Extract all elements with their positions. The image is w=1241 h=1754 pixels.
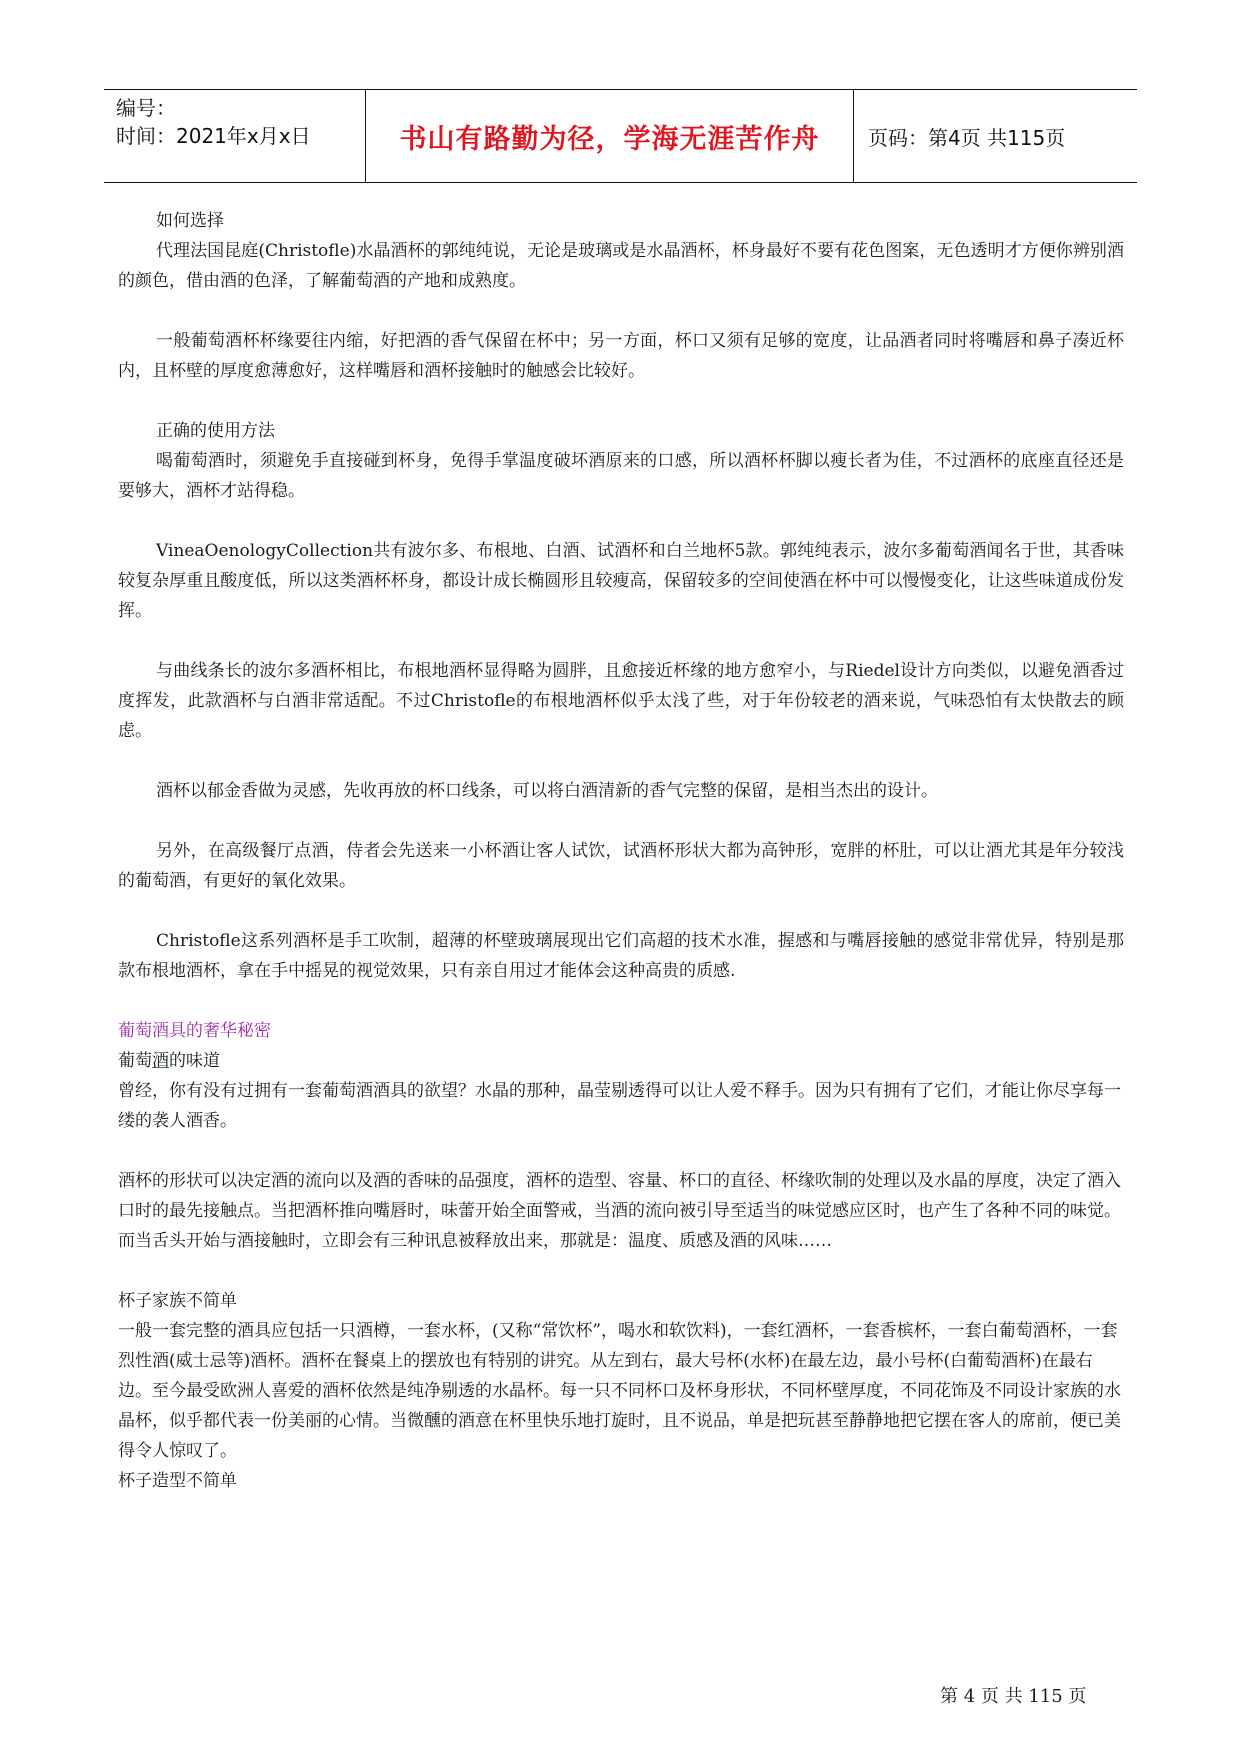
paragraph: 酒杯的形状可以决定酒的流向以及酒的香味的品强度，酒杯的造型、容量、杯口的直径、杯缘吹制的处理以及水晶的厚度，决定了酒入口时的最先接触点。当把酒杯推向嘴唇时，味蕾开始全面警戒，当酒的流向被引导至适当的味觉感应区时，也产生了各种不同的味觉。而当舌头开始与酒接触时，立即会有三种讯息被释放出来，那就是：温度、质感及酒的风味…… bbox=[118, 1171, 1121, 1251]
heading-cup-family: 杯子家族不简单 bbox=[118, 1291, 237, 1311]
paragraph: 酒杯以郁金香做为灵感，先收再放的杯口线条，可以将白酒清新的香气完整的保留，是相当杰出的设计。 bbox=[156, 781, 938, 801]
header-left-cell bbox=[104, 90, 366, 182]
paragraph: 与曲线条长的波尔多酒杯相比，布根地酒杯显得略为圆胖，且愈接近杯缘的地方愈窄小，与Riedel设计方向类似，以避免酒香过度挥发，此款酒杯与白酒非常适配。不过Christofle的布根地酒杯似乎太浅了些，对于年份较老的酒来说，气味恐怕有太快散去的顾虑。 bbox=[118, 661, 1124, 741]
paragraph: Christofle这系列酒杯是手工吹制，超薄的杯壁玻璃展现出它们高超的技术水准，握感和与嘴唇接触的感觉非常优异，特别是那款布根地酒杯，拿在手中摇晃的视觉效果，只有亲自用过才能体会这种高贵的质感. bbox=[118, 931, 1124, 981]
paragraph: VineaOenologyCollection共有波尔多、布根地、白酒、试酒杯和白兰地杯5款。郭纯纯表示，波尔多葡萄酒闻名于世，其香味较复杂厚重且酸度低，所以这类酒杯杯身，都设计成长椭圆形且较瘦高，保留较多的空间使酒在杯中可以慢慢变化，让这些味道成份发挥。 bbox=[118, 541, 1124, 621]
header-motto: 书山有路勤为径，学海无涯苦作舟 bbox=[366, 90, 854, 182]
subtitle-part: 葡萄 bbox=[118, 1051, 152, 1071]
subsection-title bbox=[118, 1046, 1124, 1076]
heading-cup-shape: 杯子造型不简单 bbox=[118, 1471, 237, 1491]
section-title[interactable]: 葡萄酒具的奢华秘密 bbox=[118, 1021, 271, 1041]
number-label: 编号： bbox=[116, 96, 176, 120]
paragraph: 另外，在高级餐厅点酒，侍者会先送来一小杯酒让客人试饮，试酒杯形状大都为高钟形，宽胖的杯肚，可以让酒尤其是年分较浅的葡萄酒，有更好的氧化效果。 bbox=[118, 841, 1124, 891]
header-page-info: 页码：第4页 共115页 bbox=[868, 125, 1066, 150]
page-footer: 第 4 页 共 115 页 bbox=[940, 1686, 1087, 1707]
paragraph: 一般一套完整的酒具应包括一只酒樽，一套水杯，(又称“常饮杯”，喝水和软饮料)，一套红酒杯，一套香槟杯，一套白葡萄酒杯，一套烈性酒(威士忌等)酒杯。酒杯在餐桌上的摆放也有特别的讲究。从左到右，最大号杯(水杯)在最左边，最小号杯(白葡萄酒杯)在最右边。至今最受欧洲人喜爱的酒杯依然是纯净剔透的水晶杯。每一只不同杯口及杯身形状，不同杯壁厚度，不同花饰及不同设计家族的水晶杯，似乎都代表一份美丽的心情。当微醺的酒意在杯里快乐地打旋时，且不说品，单是把玩甚至静静地把它摆在客人的席前，便已美得令人惊叹了。 bbox=[118, 1321, 1121, 1461]
subtitle-part: 的味道 bbox=[169, 1051, 220, 1071]
paragraph: 代理法国昆庭(Christofle)水晶酒杯的郭纯纯说，无论是玻璃或是水晶酒杯，杯身最好不要有花色图案，无色透明才方便你辨别酒的颜色，借由酒的色泽，了解葡萄酒的产地和成熟度。 bbox=[118, 241, 1124, 291]
time-label: 时间：2021年x月x日 bbox=[116, 124, 311, 148]
heading-correct-usage: 正确的使用方法 bbox=[156, 421, 275, 441]
heading-how-to-choose: 如何选择 bbox=[156, 211, 224, 231]
paragraph: 喝葡萄酒时，须避免手直接碰到杯身，免得手掌温度破坏酒原来的口感，所以酒杯杯脚以瘦长者为佳，不过酒杯的底座直径还是要够大，酒杯才站得稳。 bbox=[118, 451, 1124, 501]
paragraph: 一般葡萄酒杯杯缘要往内缩，好把酒的香气保留在杯中；另一方面，杯口又须有足够的宽度，让品酒者同时将嘴唇和鼻子凑近杯内，且杯壁的厚度愈薄愈好，这样嘴唇和酒杯接触时的触感会比较好。 bbox=[118, 331, 1124, 381]
subtitle-underlined-part: 酒 bbox=[152, 1051, 169, 1071]
page-header bbox=[104, 89, 1137, 183]
main-content bbox=[118, 206, 1124, 1496]
paragraph: 曾经，你有没有过拥有一套葡萄酒酒具的欲望？水晶的那种，晶莹剔透得可以让人爱不释手。因为只有拥有了它们，才能让你尽享每一缕的袭人酒香。 bbox=[118, 1081, 1121, 1131]
